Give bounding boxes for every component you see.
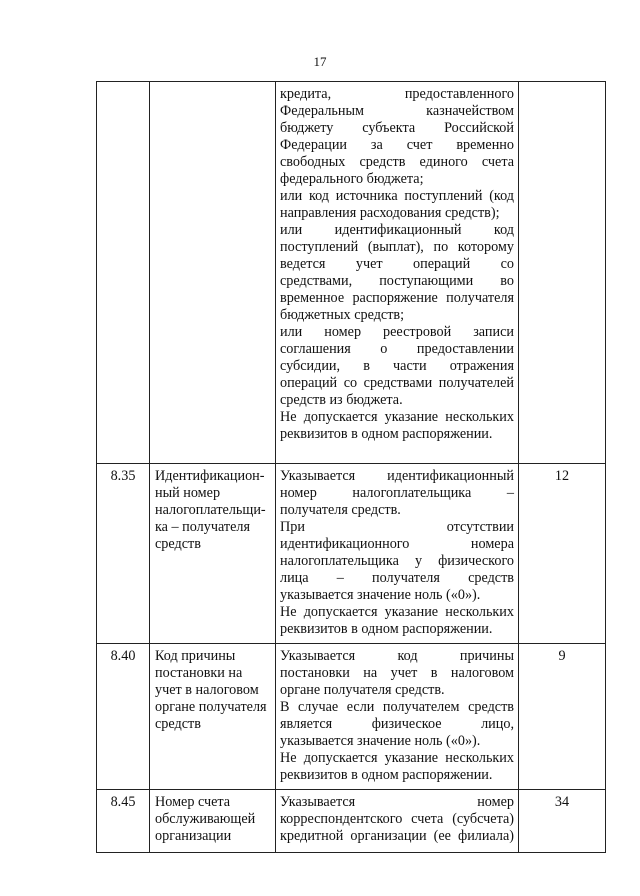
description-line: Указывается код причины [280,648,514,664]
table-row [97,790,606,853]
description-line: федерального бюджета; [280,171,424,187]
description-line: операций со средствами получателей [280,375,514,391]
requisite-name-cell: Код причины постановки на учет в налоговом органе получателя средств [150,644,276,790]
description-line: налогоплательщика у физического [280,553,514,569]
description-line: средствами, поступающими во [280,273,514,289]
description-line: ведется учет операций со [280,256,514,272]
table-row [97,82,606,464]
requisite-name-cell [150,82,276,464]
description-line: субсидии, в части отражения [280,358,514,374]
description-line: средств из бюджета. [280,392,403,408]
description-line: или код источника поступлений (код [280,188,514,204]
description-line: кредита, предоставленного [280,86,514,102]
description-line: Не допускается указание нескольких [280,409,514,425]
description-line: Указывается идентификационный [280,468,514,484]
requisite-description-cell [276,82,519,464]
description-line: является физическое лицо, [280,716,514,732]
description-line: органе получателя средств. [280,682,445,698]
description-line: бюджету субъекта Российской [280,120,514,136]
description-line: направления расходования средств); [280,205,500,221]
description-line: поступлений (выплат), по которому [280,239,514,255]
description-line: указывается значение ноль («0»). [280,733,481,749]
row-number-cell [97,82,150,464]
description-line: получателя средств. [280,502,401,518]
row-number-cell: 8.45 [97,790,150,853]
field-length-cell: 9 [519,644,606,790]
description-line: или идентификационный код [280,222,514,238]
description-line: Федерации за счет временно [280,137,514,153]
description-line: При отсутствии [280,519,514,535]
description-line: соглашения о предоставлении [280,341,514,357]
requisite-name-cell: Номер счета обслуживающей организации [150,790,276,853]
description-line: идентификационного номера [280,536,514,552]
description-line: или номер реестровой записи [280,324,514,340]
description-line: Федеральным казначейством [280,103,514,119]
description-line: В случае если получателем средств [280,699,514,715]
table-row [97,464,606,644]
description-line: корреспондентского счета (субсчета) [280,811,514,827]
description-line: бюджетных средств; [280,307,405,323]
row-number-cell: 8.40 [97,644,150,790]
description-line: указывается значение ноль («0»). [280,587,481,603]
description-line: постановки на учет в налоговом [280,665,514,681]
table-row [97,644,606,790]
description-line: лица – получателя средств [280,570,514,586]
description-line: кредитной организации (ее филиала) [280,828,514,844]
requisite-description-cell [276,644,519,790]
description-line: реквизитов в одном распоряжении. [280,426,493,442]
requisites-table [96,81,606,853]
description-line: Указывается номер [280,794,514,810]
requisite-description-cell [276,790,519,853]
description-line: номер налогоплательщика – [280,485,514,501]
description-line: реквизитов в одном распоряжении. [280,621,493,637]
description-line: свободных средств единого счета [280,154,514,170]
requisite-name-cell: Идентификацион-ный номер налогоплательщи-ка – получателя средств [150,464,276,644]
field-length-cell [519,82,606,464]
description-line: реквизитов в одном распоряжении. [280,767,493,783]
description-line: Не допускается указание нескольких [280,750,514,766]
description-line: Не допускается указание нескольких [280,604,514,620]
description-line: временное распоряжение получателя [280,290,514,306]
requisite-description-cell [276,464,519,644]
row-number-cell: 8.35 [97,464,150,644]
page-number: 17 [313,54,327,69]
field-length-cell: 34 [519,790,606,853]
field-length-cell: 12 [519,464,606,644]
